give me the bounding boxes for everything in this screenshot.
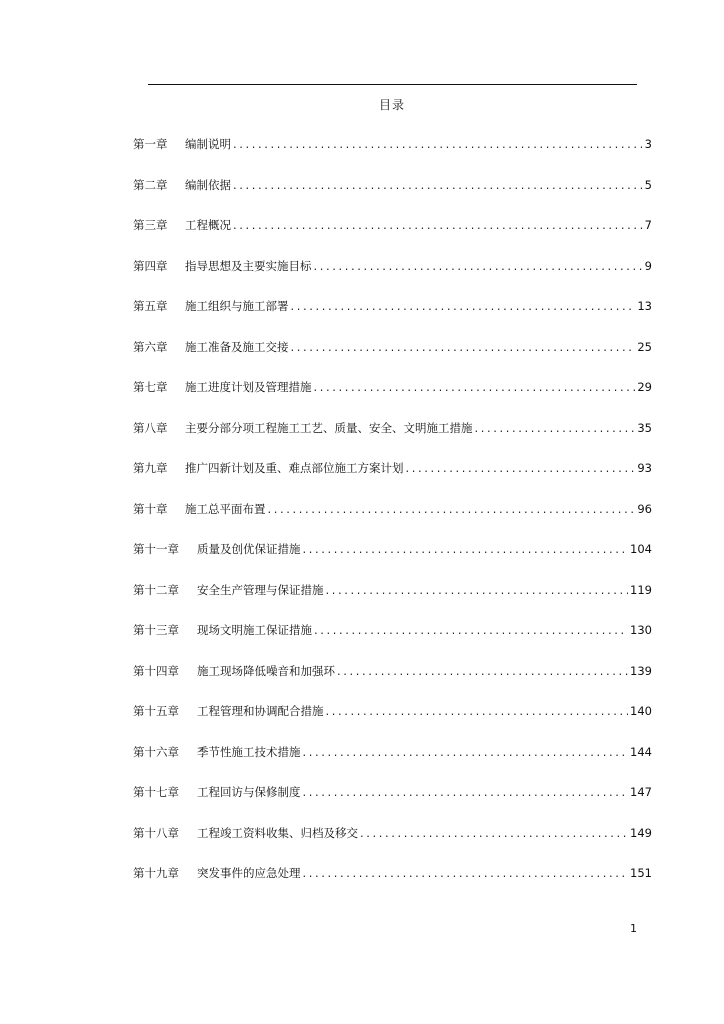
toc-leader <box>233 137 643 151</box>
toc-chapter: 第八章 <box>133 420 168 435</box>
toc-entry <box>133 663 652 704</box>
toc-title-text: 质量及创优保证措施 <box>197 542 301 556</box>
toc-page: 119 <box>630 582 652 597</box>
toc-entry <box>133 136 652 177</box>
toc-leader <box>314 623 628 637</box>
toc-page: 35 <box>637 420 652 435</box>
toc-entry <box>133 420 652 461</box>
toc-title: 目录 <box>378 98 405 112</box>
toc-entry <box>133 460 652 501</box>
header-rule <box>148 84 637 85</box>
toc-leader <box>360 826 628 840</box>
toc-page: 25 <box>637 339 652 354</box>
toc-leader <box>303 785 629 799</box>
table-of-contents <box>133 136 652 906</box>
toc-page: 149 <box>630 825 652 840</box>
toc-chapter: 第十五章 <box>133 704 179 718</box>
toc-chapter: 第九章 <box>133 461 168 475</box>
toc-title-text: 推广四新计划及重、难点部位施工方案计划 <box>185 461 404 475</box>
toc-page: 29 <box>637 380 652 394</box>
toc-chapter: 第四章 <box>133 258 168 273</box>
toc-entry <box>133 744 652 785</box>
toc-title-text: 主要分部分项工程施工工艺、质量、安全、文明施工措施 <box>185 420 473 435</box>
toc-entry <box>133 339 652 380</box>
toc-title-text: 施工进度计划及管理措施 <box>185 380 312 394</box>
toc-title-text: 施工组织与施工部署 <box>185 299 289 313</box>
toc-chapter: 第十章 <box>133 501 168 516</box>
toc-leader <box>406 461 636 475</box>
toc-page: 93 <box>637 461 652 475</box>
toc-title-text: 施工现场降低噪音和加强环 <box>197 663 335 678</box>
toc-entry <box>133 258 652 299</box>
toc-leader <box>233 178 643 192</box>
toc-entry <box>133 217 652 258</box>
toc-title-text: 工程竣工资料收集、归档及移交 <box>197 825 358 840</box>
toc-title-text: 工程概况 <box>185 218 231 232</box>
toc-chapter: 第十四章 <box>133 663 179 678</box>
toc-entry <box>133 622 652 663</box>
toc-title-text: 突发事件的应急处理 <box>197 866 301 880</box>
toc-title-text: 季节性施工技术措施 <box>197 744 301 759</box>
toc-title-text: 工程管理和协调配合措施 <box>197 704 324 718</box>
toc-page: 5 <box>644 177 652 192</box>
toc-page: 144 <box>630 744 652 759</box>
toc-leader <box>303 542 629 556</box>
toc-chapter: 第五章 <box>133 299 168 313</box>
toc-entry <box>133 703 652 744</box>
toc-chapter: 第七章 <box>133 380 168 394</box>
toc-leader <box>268 502 636 516</box>
toc-leader <box>326 583 629 597</box>
toc-chapter: 第二章 <box>133 177 168 192</box>
toc-chapter: 第十八章 <box>133 825 179 840</box>
toc-title-text: 施工总平面布置 <box>185 501 266 516</box>
toc-title-text: 指导思想及主要实施目标 <box>185 258 312 273</box>
toc-entry <box>133 541 652 582</box>
toc-title-text: 现场文明施工保证措施 <box>197 623 312 637</box>
toc-page: 139 <box>630 663 652 678</box>
toc-entry <box>133 298 652 339</box>
toc-entry <box>133 379 652 420</box>
toc-page: 13 <box>637 299 652 313</box>
toc-chapter: 第十三章 <box>133 623 179 637</box>
toc-leader <box>337 664 628 678</box>
toc-entry <box>133 501 652 542</box>
toc-entry <box>133 784 652 825</box>
toc-page: 151 <box>630 866 652 880</box>
toc-page: 3 <box>644 137 652 151</box>
toc-leader <box>303 745 629 759</box>
toc-title-text: 安全生产管理与保证措施 <box>197 582 324 597</box>
toc-entry <box>133 177 652 218</box>
toc-page: 9 <box>644 258 652 273</box>
toc-page: 147 <box>630 785 652 799</box>
page-number: 1 <box>630 922 637 935</box>
toc-title-text: 工程回访与保修制度 <box>197 785 301 799</box>
toc-leader <box>475 421 636 435</box>
toc-title-text: 施工准备及施工交接 <box>185 339 289 354</box>
toc-leader <box>314 259 643 273</box>
toc-leader <box>291 340 636 354</box>
toc-page: 96 <box>637 501 652 516</box>
toc-chapter: 第十六章 <box>133 744 179 759</box>
toc-page: 140 <box>630 704 652 718</box>
toc-entry <box>133 865 652 906</box>
toc-leader <box>291 299 636 313</box>
toc-entry <box>133 582 652 623</box>
toc-chapter: 第十七章 <box>133 785 179 799</box>
toc-entry <box>133 825 652 866</box>
toc-chapter: 第三章 <box>133 218 168 232</box>
toc-chapter: 第十一章 <box>133 542 179 556</box>
toc-chapter: 第十九章 <box>133 866 179 880</box>
toc-page: 7 <box>644 218 652 232</box>
toc-leader <box>233 218 643 232</box>
toc-page: 104 <box>630 542 652 556</box>
toc-chapter: 第六章 <box>133 339 168 354</box>
toc-chapter: 第十二章 <box>133 582 179 597</box>
toc-title-text: 编制说明 <box>185 137 231 151</box>
toc-page: 130 <box>630 623 652 637</box>
toc-chapter: 第一章 <box>133 137 168 151</box>
toc-leader <box>326 704 629 718</box>
toc-leader <box>314 380 636 394</box>
toc-leader <box>303 866 629 880</box>
toc-title-text: 编制依据 <box>185 177 231 192</box>
